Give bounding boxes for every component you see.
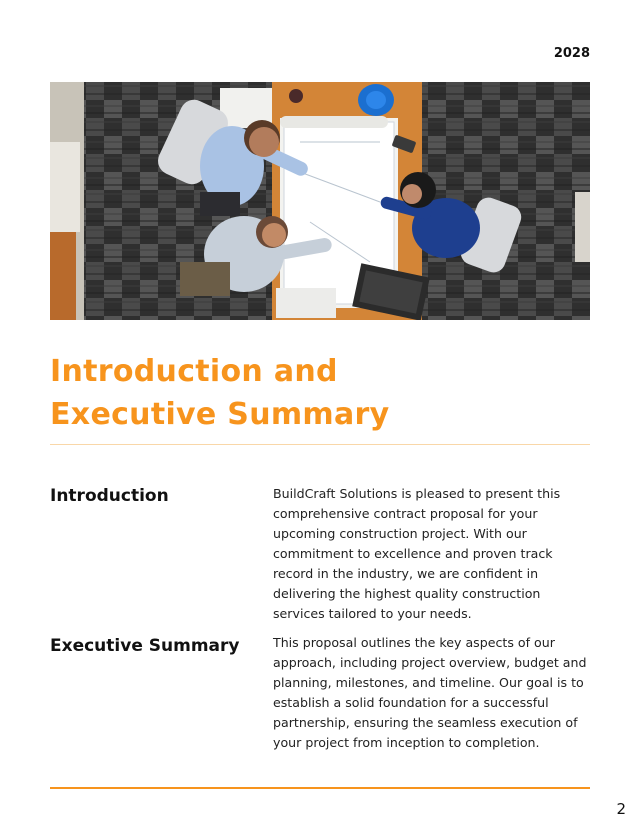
page-title-line-1: Introduction and (50, 354, 338, 389)
introduction-body: BuildCraft Solutions is pleased to present this comprehensive contract proposal for your upcoming construction project. With our commitment to excellence and proven track record in the industry, we are confident in delivering the highest quality construction services tailored to your needs. (273, 486, 561, 621)
page-title (50, 350, 590, 436)
page-number: 2 (616, 800, 626, 818)
office-meeting-photo (50, 82, 590, 320)
page-title-line-2: Executive Summary (50, 397, 390, 432)
document-year: 2028 (553, 46, 590, 61)
introduction-heading: Introduction (50, 486, 169, 506)
executive-summary-body: This proposal outlines the key aspects of our approach, including project overview, budget and planning, milestones, and timeline. Our goal is to establish a solid foundation for a successful partnership, ensuring the seamless execution of your project from inception to completion. (273, 635, 587, 750)
title-divider (50, 444, 590, 445)
footer-divider (50, 787, 590, 789)
executive-summary-heading: Executive Summary (50, 636, 240, 656)
